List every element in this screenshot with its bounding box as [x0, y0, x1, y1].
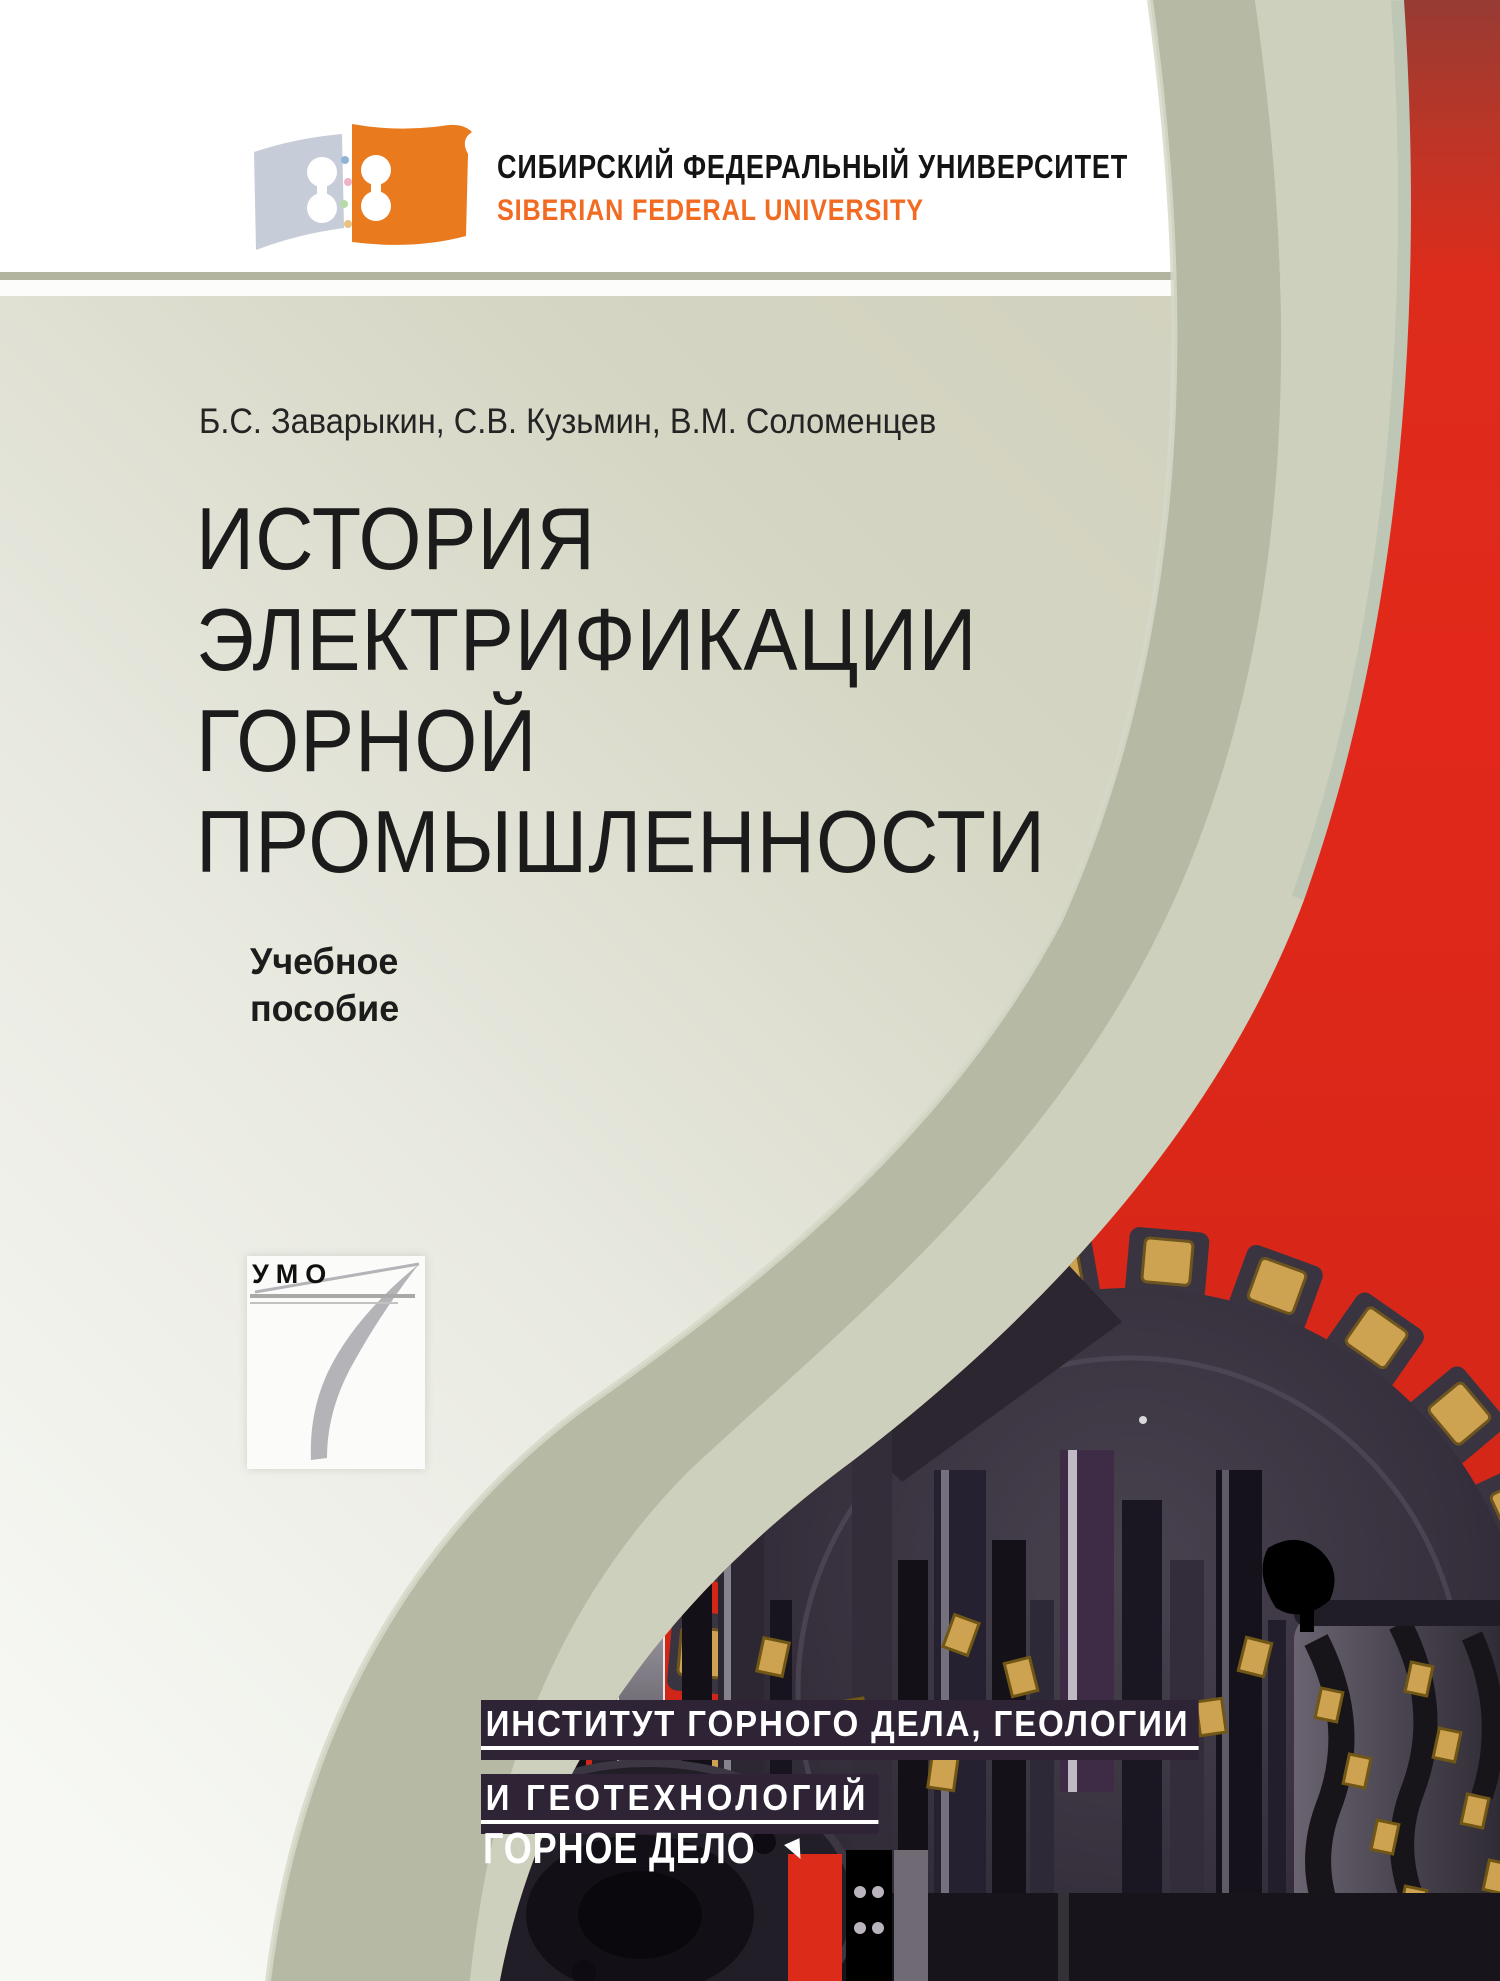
umo-underline	[250, 1294, 415, 1298]
book-title	[196, 488, 1046, 892]
umo-underline-2	[250, 1302, 398, 1304]
institute-line-1: ИНСТИТУТ ГОРНОГО ДЕЛА, ГЕОЛОГИИ	[481, 1700, 1199, 1750]
subtitle-line-1: Учебное	[250, 941, 399, 982]
university-name-ru: СИБИРСКИЙ ФЕДЕРАЛЬНЫЙ УНИВЕРСИТЕТ	[497, 148, 1129, 185]
cursor-icon	[784, 1838, 805, 1864]
authors-line: Б.С. Заварыкин, С.В. Кузьмин, В.М. Соломенцев	[199, 402, 937, 441]
institute-line-2: И ГЕОТЕХНОЛОГИЙ	[481, 1774, 878, 1824]
umo-badge	[247, 1256, 425, 1469]
umo-label: УМО	[252, 1259, 334, 1289]
title-line-1: ИСТОРИЯ	[196, 489, 596, 588]
program-label	[483, 1824, 803, 1874]
title-line-2: ЭЛЕКТРИФИКАЦИИ	[196, 590, 978, 689]
title-line-4: ПРОМЫШЛЕННОСТИ	[196, 792, 1047, 891]
subtitle-line-2: пособие	[250, 988, 400, 1029]
subtitle	[250, 938, 399, 1032]
sfu-logo	[246, 110, 482, 260]
university-name-en: SIBERIAN FEDERAL UNIVERSITY	[497, 194, 924, 227]
title-line-3: ГОРНОЙ	[196, 691, 538, 790]
institute-block	[481, 1700, 1261, 1824]
program-text: ГОРНОЕ ДЕЛО	[483, 1824, 756, 1873]
sfu-flags-icon	[246, 110, 482, 260]
bottom-silhouette	[788, 1850, 928, 1981]
